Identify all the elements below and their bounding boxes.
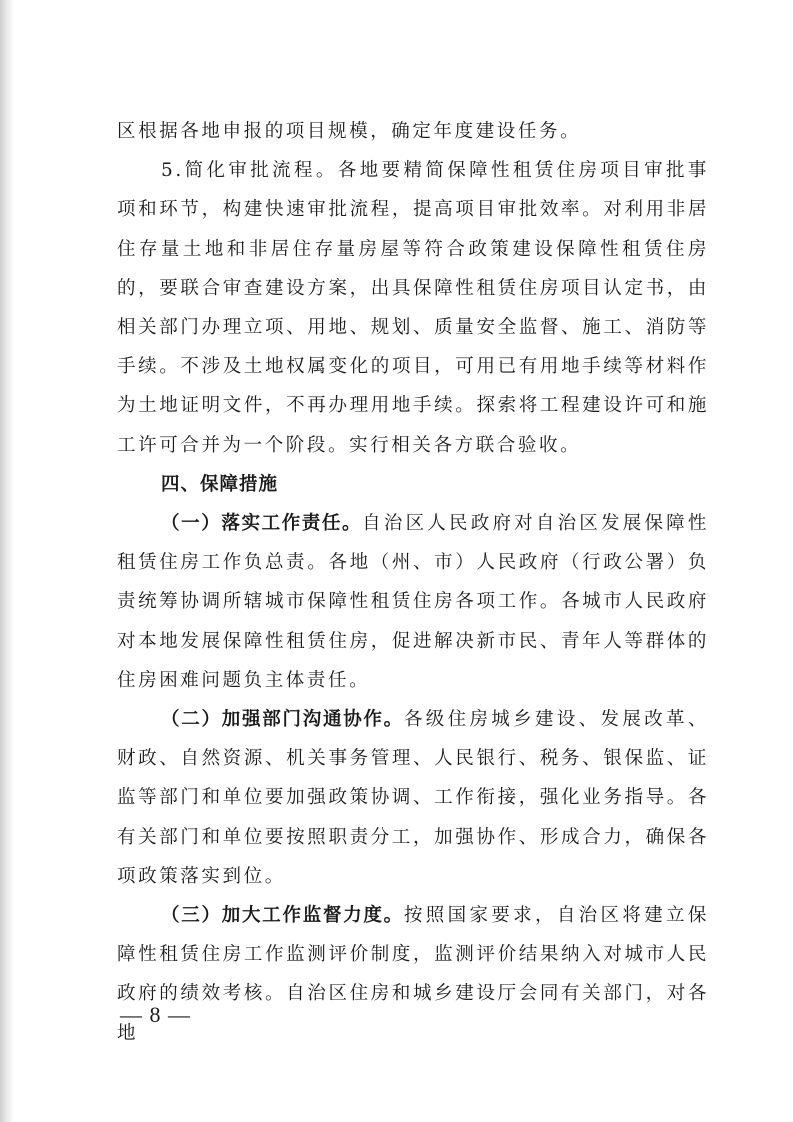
paragraph-simplify-approval: 5.简化审批流程。各地要精简保障性租赁住房项目审批事项和环节，构建快速审批流程，提高项目审批效率。对利用非居住存量土地和非居住存量房屋等符合政策建设保障性租赁住房的，要联合审查建设方案，出具保障性租赁住房项目认定书，由相关部门办理立项、用地、规划、质量安全监督、施工、消防等手续。不涉及土地权属变化的项目，可用已有用地手续等材料作为土地证明文件，不再办理用地手续。探索将工程建设许可和施工许可合并为一个阶段。实行相关各方联合验收。 (117, 160, 709, 456)
document-page (117, 112, 709, 1053)
subsection-1-body: 自治区人民政府对自治区发展保障性租赁住房工作负总责。各地（州、市）人民政府（行政公署）负责统筹协调所辖城市保障性租赁住房各项工作。各城市人民政府对本地发展保障性租赁住房，促进解决新市民、青年人等群体的住房困难问题负主体责任。 (117, 513, 709, 691)
paragraph-continuation: 区根据各地申报的项目规模，确定年度建设任务。 (117, 121, 582, 142)
subsection-2 (117, 700, 709, 896)
page-number: — 8 — (120, 1002, 191, 1027)
subsection-1-title: （一）落实工作责任。 (161, 513, 363, 535)
subsection-3 (117, 896, 709, 1053)
scan-edge-shadow (0, 0, 14, 1122)
subsection-3-title: （三）加大工作监督力度。 (161, 905, 404, 927)
subsection-3-body: 按照国家要求，自治区将建立保障性租赁住房工作监测评价制度，监测评价结果纳入对城市人民政府的绩效考核。自治区住房和城乡建设厅会同有关部门，对各地 (117, 905, 709, 1044)
section-heading-safeguards: 四、保障措施 (161, 473, 279, 495)
subsection-1 (117, 504, 709, 700)
subsection-2-body: 各级住房城乡建设、发展改革、财政、自然资源、机关事务管理、人民银行、税务、银保监、证监等部门和单位要加强政策协调、工作衔接，强化业务指导。各有关部门和单位要按照职责分工，加强协作、形成合力，确保各项政策落实到位。 (117, 709, 709, 887)
subsection-2-title: （二）加强部门沟通协作。 (161, 709, 404, 731)
